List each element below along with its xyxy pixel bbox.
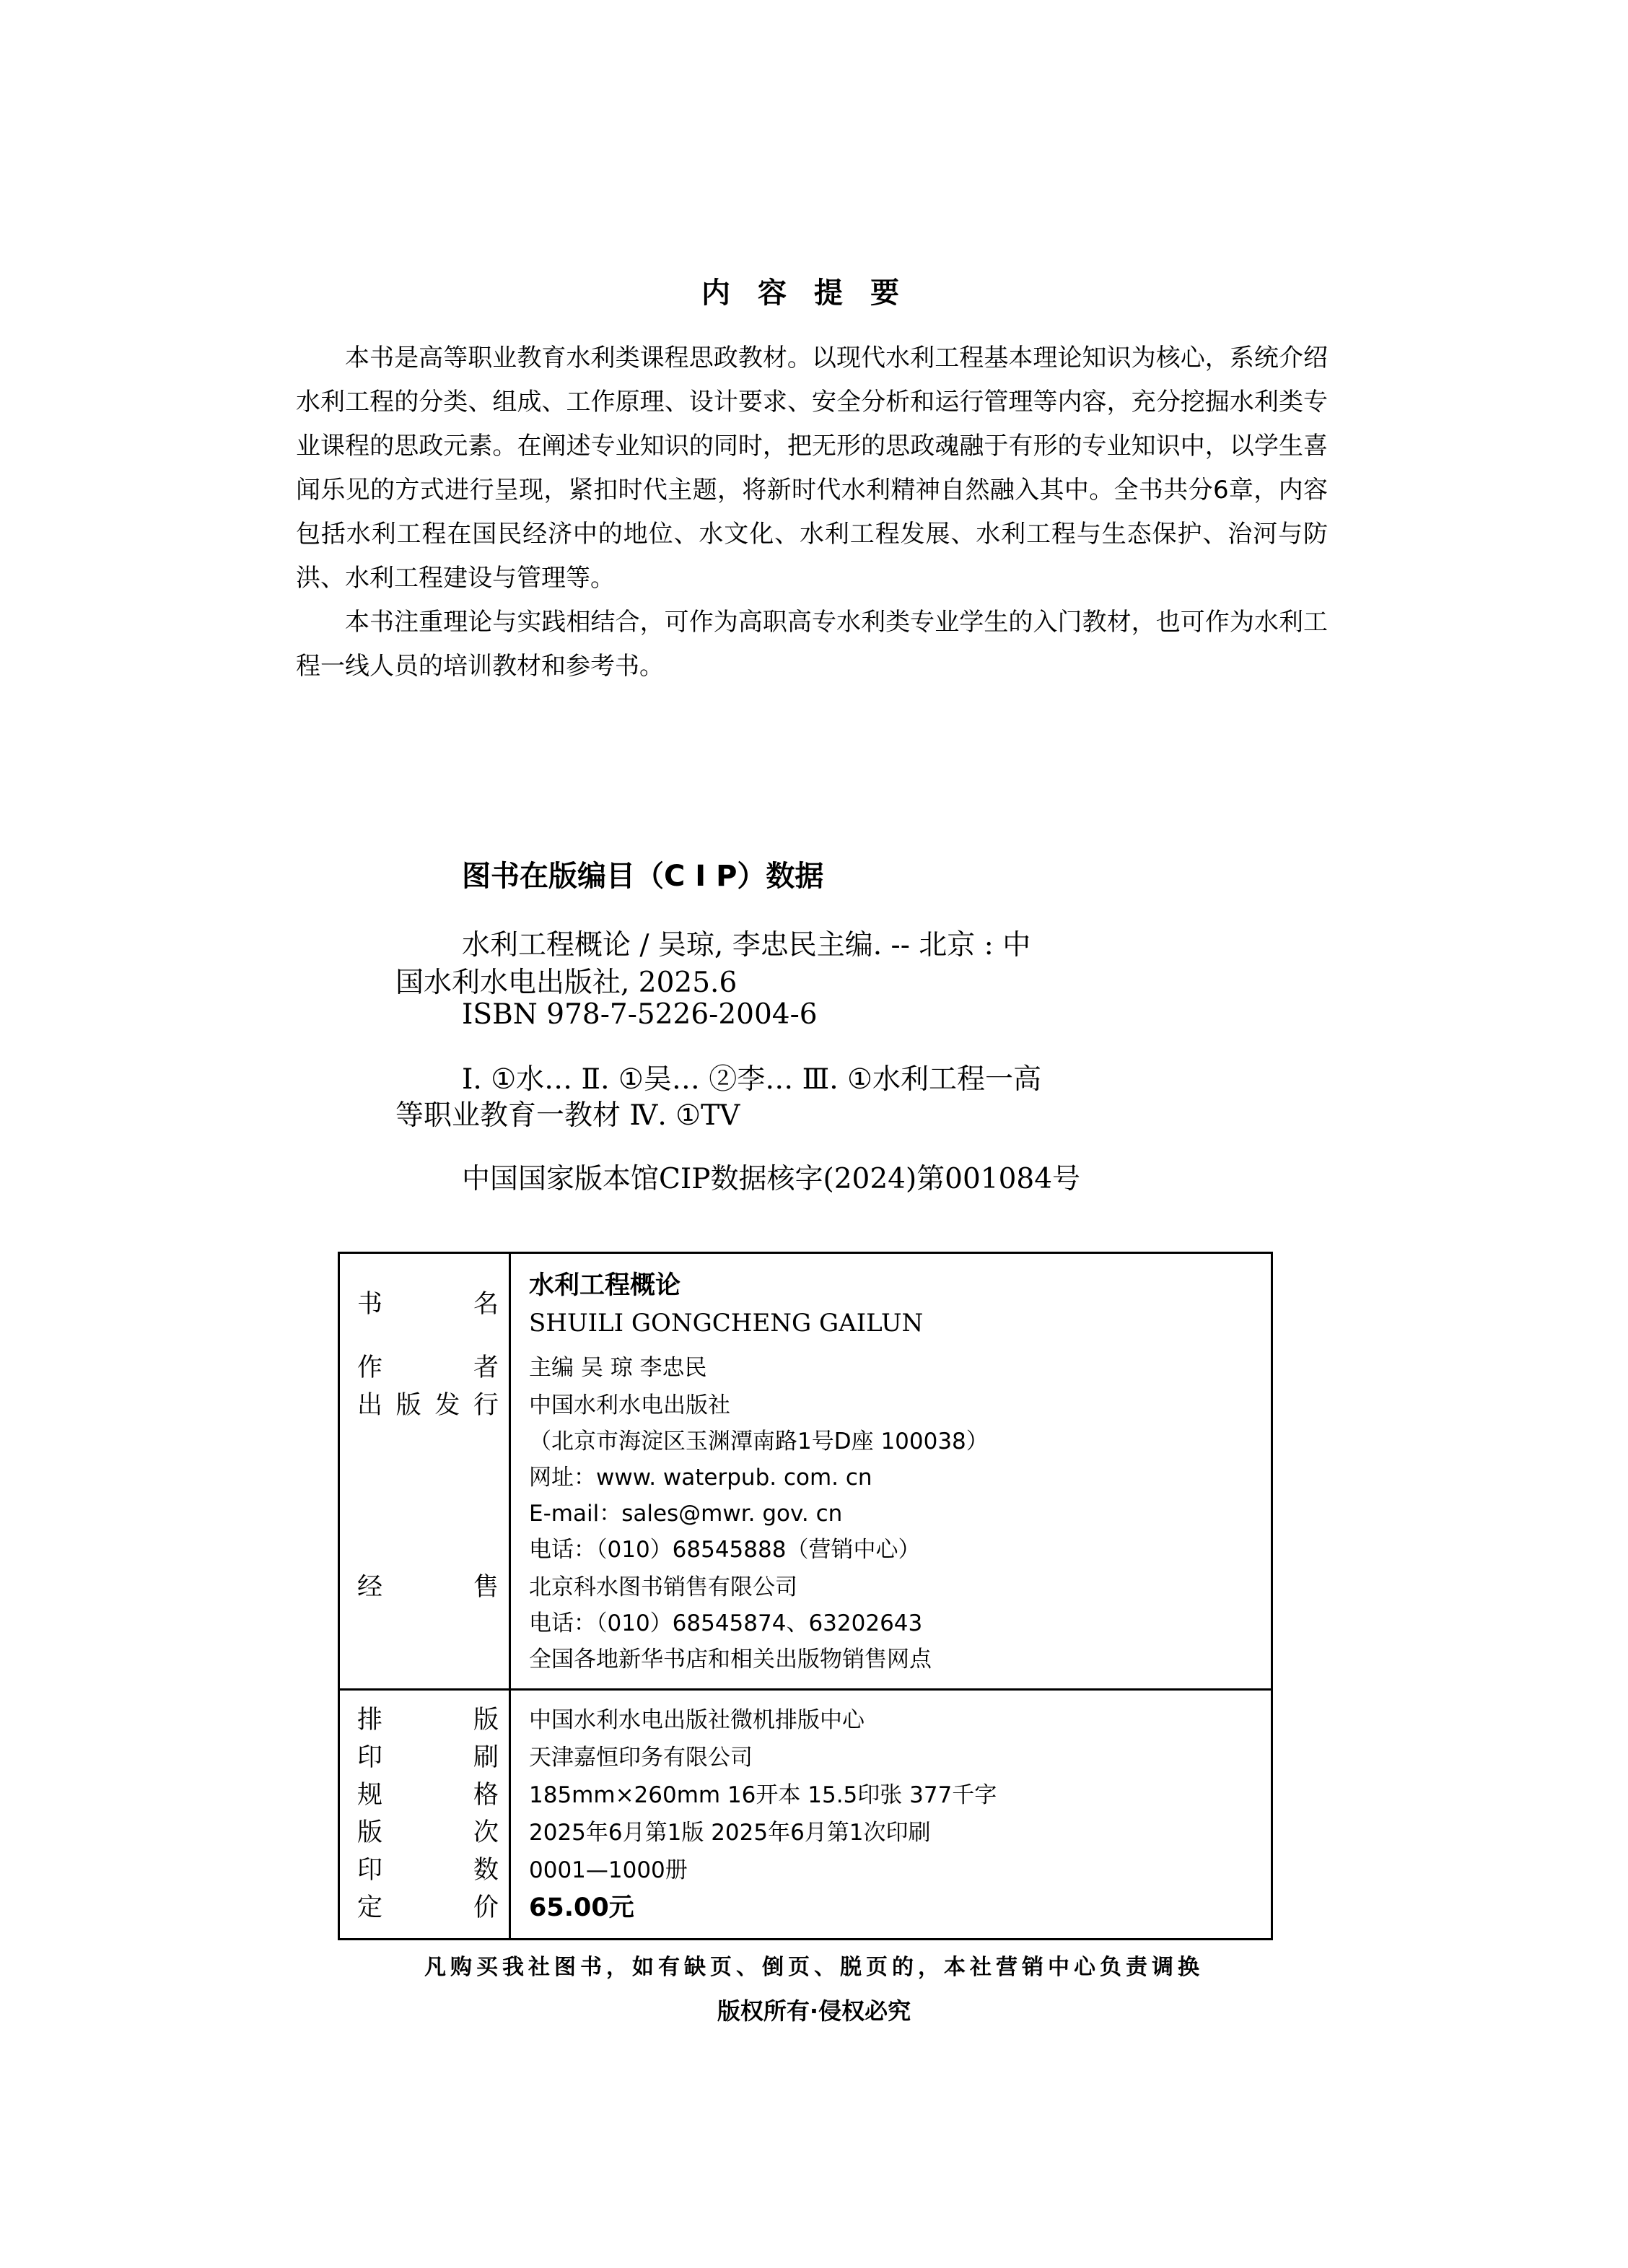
print-label: 印刷 [357,1743,499,1772]
spec-label: 规格 [357,1781,499,1810]
summary-body [296,336,1328,689]
table-row-divider [340,1688,1271,1691]
seller-label: 经售 [357,1573,499,1602]
printer: 天津嘉恒印务有限公司 [529,1745,753,1771]
cip-line-2: 国水利水电出版社, 2025.6 [395,967,738,999]
publisher-address: （北京市海淀区玉渊潭南路1号D座 100038） [529,1429,989,1454]
book-name-pinyin: SHUILI GONGCHENG GAILUN [529,1309,924,1338]
publisher-website: 网址：www. waterpub. com. cn [529,1465,872,1491]
summary-title: 内容提要 [701,276,927,310]
cip-title: 图书在版编目（C I P）数据 [462,860,824,893]
edition: 2025年6月第1版 2025年6月第1次印刷 [529,1820,931,1846]
price: 65.00元 [529,1893,634,1922]
cip-isbn: ISBN 978-7-5226-2004-6 [462,998,818,1031]
copies-label: 印数 [357,1856,499,1885]
cip-line-1: 水利工程概论 / 吴琼, 李忠民主编. -- 北京 : 中 [462,929,1031,961]
cip-verification: 中国国家版本馆CIP数据核字(2024)第001084号 [462,1163,1081,1195]
publisher-phone: 电话：（010）68545888（营销中心） [529,1537,921,1563]
seller-network: 全国各地新华书店和相关出版物销售网点 [529,1647,932,1672]
book-name: 水利工程概论 [529,1271,681,1300]
summary-paragraph: 本书注重理论与实践相结合，可作为高职高专水利类专业学生的入门教材，也可作为水利工程一线人员的培训教材和参考书。 [296,608,1328,681]
table-column-divider [509,1254,511,1938]
author-label: 作者 [357,1353,499,1382]
price-label: 定价 [357,1893,499,1922]
publisher-label: 出版发行 [357,1391,499,1420]
seller-phone: 电话：（010）68545874、63202643 [529,1610,923,1636]
edition-label: 版次 [357,1818,499,1847]
print-copies: 0001—1000册 [529,1857,688,1883]
publisher: 中国水利水电出版社 [529,1392,730,1418]
cip-line-5: 等职业教育一教材 Ⅳ. ①TV [395,1099,740,1132]
copyright-notice: 版权所有·侵权必究 [717,1997,911,2025]
typesetter: 中国水利水电出版社微机排版中心 [529,1707,865,1733]
summary-paragraph: 本书是高等职业教育水利类课程思政教材。以现代水利工程基本理论知识为核心，系统介绍水利工程的分类、组成、工作原理、设计要求、安全分析和运行管理等内容，充分挖掘水利类专业课程的思政元素。在阐述专业知识的同时，把无形的思政魂融于有形的专业知识中，以学生喜闻乐见的方式进行呈现，紧扣时代主题，将新时代水利精神自然融入其中。全书共分6章，内容包括水利工程在国民经济中的地位、水文化、水利工程发展、水利工程与生态保护、治河与防洪、水利工程建设与管理等。 [296,344,1328,593]
publication-info-table [338,1252,1273,1940]
specification: 185mm×260mm 16开本 15.5印张 377千字 [529,1782,997,1808]
typeset-label: 排版 [357,1706,499,1735]
cip-line-4: Ⅰ. ①水… Ⅱ. ①吴… ②李… Ⅲ. ①水利工程一高 [462,1063,1041,1096]
book-name-label: 书名 [357,1290,499,1319]
author: 主编 吴 琼 李忠民 [529,1355,707,1381]
replacement-notice: 凡购买我社图书，如有缺页、倒页、脱页的，本社营销中心负责调换 [424,1955,1204,1980]
seller: 北京科水图书销售有限公司 [529,1574,797,1600]
publisher-email: E-mail：sales@mwr. gov. cn [529,1501,843,1527]
